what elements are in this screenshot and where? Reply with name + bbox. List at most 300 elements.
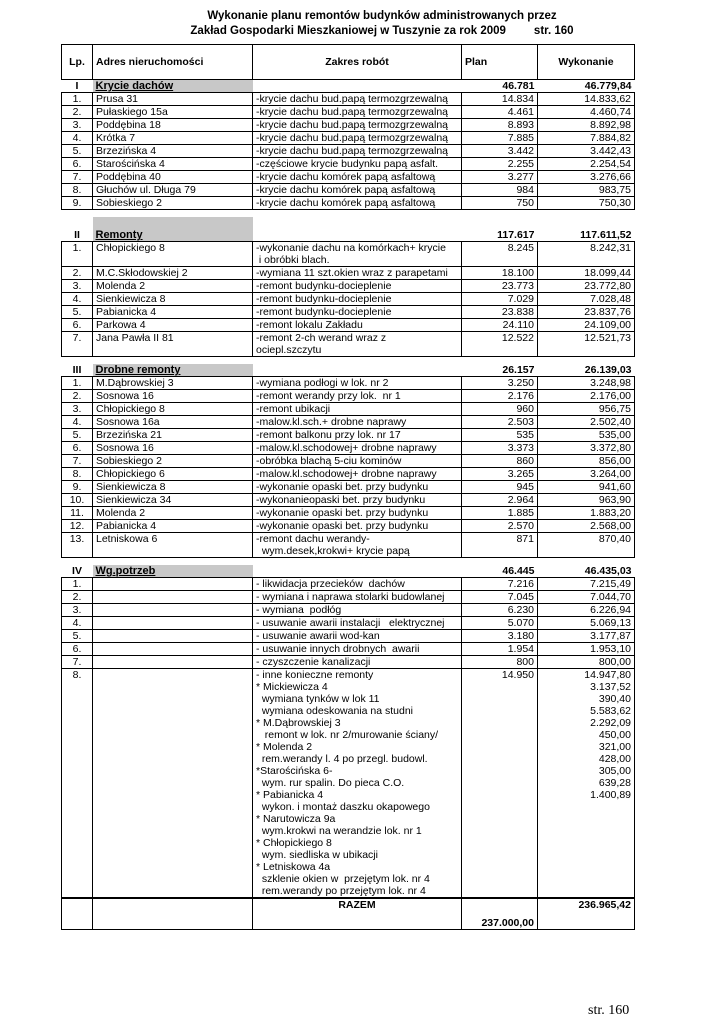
exec-line: 3.264,00	[590, 468, 631, 480]
row-plan: 945	[462, 481, 538, 494]
table-row	[62, 93, 635, 106]
table-row	[62, 507, 635, 520]
section-empty	[253, 565, 462, 578]
row-exec	[538, 93, 635, 106]
row-exec	[538, 197, 635, 210]
row-address: Sobieskiego 2	[93, 197, 253, 210]
row-lp: 5.	[62, 145, 93, 158]
table-row	[62, 403, 635, 416]
row-exec	[538, 630, 635, 643]
table-row	[62, 319, 635, 332]
repairs-table-container	[61, 44, 634, 930]
section-name: Drobne remonty	[93, 364, 253, 377]
scope-line: wymiana odeskowania na studni	[256, 705, 414, 717]
exec-line: 3.276,66	[590, 171, 631, 183]
row-exec	[538, 332, 635, 357]
row-scope	[253, 533, 462, 558]
row-scope	[253, 158, 462, 171]
scope-line: szklenie okien w przejętym lok. nr 4	[256, 873, 430, 885]
row-lp: 9.	[62, 197, 93, 210]
exec-line: 3.248,98	[590, 377, 631, 389]
row-scope	[253, 242, 462, 267]
row-plan: 2.176	[462, 390, 538, 403]
scope-line: rem.werandy l. 4 po przegl. budowl.	[256, 753, 428, 765]
exec-line: 305,00	[598, 765, 631, 777]
row-plan: 2.570	[462, 520, 538, 533]
row-exec	[538, 468, 635, 481]
row-scope	[253, 468, 462, 481]
scope-line: - likwidacja przecieków dachów	[256, 578, 405, 590]
exec-line: 3.442,43	[590, 145, 631, 157]
row-scope	[253, 481, 462, 494]
exec-line: 4.460,74	[590, 106, 631, 118]
scope-line: -wymiana podłogi w lok. nr 2	[256, 377, 389, 389]
row-scope	[253, 184, 462, 197]
spacer-cell	[62, 210, 635, 218]
table-row	[62, 106, 635, 119]
table-row	[62, 416, 635, 429]
table-row	[62, 494, 635, 507]
row-lp: 5.	[62, 306, 93, 319]
exec-line: 956,75	[598, 403, 631, 415]
total-row	[62, 899, 635, 930]
row-plan: 6.230	[462, 604, 538, 617]
exec-line: 7.884,82	[590, 132, 631, 144]
table-row	[62, 533, 635, 558]
total-empty-address	[93, 899, 253, 930]
scope-line: * Letniskowa 4a	[256, 861, 331, 873]
row-address: Sienkiewicza 8	[93, 293, 253, 306]
section-exec: 46.435,03	[538, 565, 635, 578]
row-exec	[538, 403, 635, 416]
row-plan: 3.442	[462, 145, 538, 158]
section-row	[62, 565, 635, 578]
row-lp: 5.	[62, 429, 93, 442]
row-address	[93, 630, 253, 643]
total-exec: 236.965,42	[538, 899, 635, 930]
exec-line: 12.521,73	[584, 332, 631, 344]
row-lp: 8.	[62, 468, 93, 481]
row-address: Głuchów ul. Długa 79	[93, 184, 253, 197]
row-address	[93, 578, 253, 591]
row-plan: 3.373	[462, 442, 538, 455]
scope-line: wym. rur spalin. Do pieca C.O.	[256, 777, 405, 789]
title-line-2	[0, 24, 724, 39]
section-empty	[253, 217, 462, 242]
row-address: Sienkiewicza 8	[93, 481, 253, 494]
scope-line: rem.werandy po przejętym lok. nr 4	[256, 885, 426, 897]
row-lp: 2.	[62, 390, 93, 403]
row-address: Poddębina 18	[93, 119, 253, 132]
row-scope	[253, 119, 462, 132]
row-lp: 7.	[62, 455, 93, 468]
table-row	[62, 145, 635, 158]
exec-line: 6.226,94	[590, 604, 631, 616]
row-address: Prusa 31	[93, 93, 253, 106]
row-plan: 800	[462, 656, 538, 669]
row-exec	[538, 442, 635, 455]
scope-line: -krycie dachu bud.papą termozgrzewalną	[256, 119, 449, 131]
exec-line: 750,30	[598, 197, 631, 209]
row-scope	[253, 93, 462, 106]
row-lp: 9.	[62, 481, 93, 494]
row-address: Pułaskiego 15a	[93, 106, 253, 119]
row-plan: 8.245	[462, 242, 538, 267]
exec-line: 2.292,09	[590, 717, 631, 729]
scope-line: wym.krokwi na werandzie lok. nr 1	[256, 825, 422, 837]
row-plan: 23.838	[462, 306, 538, 319]
row-lp: 6.	[62, 643, 93, 656]
scope-line: - usuwanie awarii wod-kan	[256, 630, 380, 642]
row-scope	[253, 656, 462, 669]
row-lp: 8.	[62, 184, 93, 197]
row-lp: 1.	[62, 242, 93, 267]
row-plan: 860	[462, 455, 538, 468]
scope-line: * Narutowicza 9a	[256, 813, 336, 825]
row-address: Pabianicka 4	[93, 520, 253, 533]
table-row	[62, 630, 635, 643]
row-plan: 984	[462, 184, 538, 197]
row-lp: 13.	[62, 533, 93, 558]
row-exec	[538, 591, 635, 604]
row-lp: 2.	[62, 267, 93, 280]
section-roman: IV	[62, 565, 93, 578]
repairs-table	[61, 44, 635, 930]
row-lp: 5.	[62, 630, 93, 643]
row-lp: 12.	[62, 520, 93, 533]
scope-line: -remont ubikacji	[256, 403, 331, 415]
section-name: Krycie dachów	[93, 80, 253, 93]
row-exec	[538, 617, 635, 630]
section-plan: 46.781	[462, 80, 538, 93]
row-lp: 3.	[62, 604, 93, 617]
table-row	[62, 267, 635, 280]
row-plan: 3.277	[462, 171, 538, 184]
row-address: Sosnowa 16	[93, 390, 253, 403]
exec-line: 2.568,00	[590, 520, 631, 532]
exec-line: 3.177,87	[590, 630, 631, 642]
scope-line: -krycie dachu komórek papą asfaltową	[256, 197, 436, 209]
scope-line: -wykonanie opaski bet. przy budynku	[256, 507, 429, 519]
table-row	[62, 656, 635, 669]
table-row	[62, 132, 635, 145]
row-address	[93, 617, 253, 630]
header-lp: Lp.	[62, 45, 93, 80]
section-row	[62, 364, 635, 377]
section-spacer	[62, 210, 635, 218]
row-lp: 1.	[62, 578, 93, 591]
row-scope	[253, 319, 462, 332]
row-lp: 3.	[62, 403, 93, 416]
exec-line: 7.215,49	[590, 578, 631, 590]
exec-line: 983,75	[598, 184, 631, 196]
row-plan: 3.265	[462, 468, 538, 481]
row-scope	[253, 429, 462, 442]
exec-line: 2.176,00	[590, 390, 631, 402]
row-scope	[253, 332, 462, 357]
table-header-row	[62, 45, 635, 80]
exec-line: 428,00	[598, 753, 631, 765]
row-plan: 750	[462, 197, 538, 210]
table-row	[62, 171, 635, 184]
row-exec	[538, 171, 635, 184]
table-row	[62, 184, 635, 197]
section-spacer	[62, 357, 635, 365]
exec-line: 3.137,52	[590, 681, 631, 693]
row-lp: 4.	[62, 617, 93, 630]
exec-line: 23.837,76	[584, 306, 631, 318]
exec-line: 1.953,10	[590, 643, 631, 655]
row-exec	[538, 158, 635, 171]
scope-line: i obróbki blach.	[256, 254, 330, 266]
scope-line: -remont lokalu Zakładu	[256, 319, 363, 331]
section-roman: II	[62, 217, 93, 242]
scope-line: -krycie dachu komórek papą asfaltową	[256, 184, 436, 196]
exec-line: 535,00	[598, 429, 631, 441]
row-exec	[538, 455, 635, 468]
row-scope	[253, 578, 462, 591]
scope-line: * Chłopickiego 8	[256, 837, 332, 849]
row-scope	[253, 132, 462, 145]
total-label: RAZEM	[253, 899, 462, 930]
row-scope	[253, 377, 462, 390]
exec-line: 14.833,62	[584, 93, 631, 105]
row-scope	[253, 507, 462, 520]
row-address: Letniskowa 6	[93, 533, 253, 558]
scope-line: - czyszczenie kanalizacji	[256, 656, 371, 668]
table-row	[62, 429, 635, 442]
row-lp: 1.	[62, 93, 93, 106]
exec-line: 8.242,31	[590, 242, 631, 254]
scope-line: -wykonanie opaski bet. przy budynku	[256, 481, 429, 493]
exec-line: 5.583,62	[590, 705, 631, 717]
row-plan: 3.250	[462, 377, 538, 390]
table-row	[62, 643, 635, 656]
row-address: Sosnowa 16	[93, 442, 253, 455]
table-row	[62, 280, 635, 293]
exec-line: 856,00	[598, 455, 631, 467]
scope-line: -malow.kl.schodowej+ drobne naprawy	[256, 468, 437, 480]
section-row	[62, 217, 635, 242]
row-plan: 24.110	[462, 319, 538, 332]
title-page-number: str. 160	[533, 25, 574, 37]
exec-line: 390,40	[598, 693, 631, 705]
row-plan: 535	[462, 429, 538, 442]
row-address: Starościńska 4	[93, 158, 253, 171]
header-scope: Zakres robót	[253, 45, 462, 80]
row-exec	[538, 669, 635, 898]
table-row	[62, 242, 635, 267]
exec-line: 870,40	[598, 533, 631, 545]
row-exec	[538, 429, 635, 442]
scope-line: -remont dachu werandy-	[256, 533, 370, 545]
row-scope	[253, 390, 462, 403]
scope-line: -wykonanieopaski bet. przy budynku	[256, 494, 426, 506]
row-lp: 2.	[62, 591, 93, 604]
scope-line: -krycie dachu bud.papą termozgrzewalną	[256, 93, 449, 105]
exec-line: 1.883,20	[590, 507, 631, 519]
row-address: Pabianicka 4	[93, 306, 253, 319]
exec-line: 24.109,00	[584, 319, 631, 331]
scope-line: wykon. i montaż daszku okapowego	[256, 801, 430, 813]
scope-line: - usuwanie awarii instalacji elektrycznej	[256, 617, 445, 629]
header-plan: Plan	[462, 45, 538, 80]
row-address: Chłopickiego 8	[93, 242, 253, 267]
exec-line: 7.028,48	[590, 293, 631, 305]
total-plan: 237.000,00	[462, 899, 538, 930]
row-scope	[253, 442, 462, 455]
scope-line: wym. siedliska w ubikacji	[256, 849, 378, 861]
exec-line: 5.069,13	[590, 617, 631, 629]
exec-line: 2.254,54	[590, 158, 631, 170]
scope-line: * Molenda 2	[256, 741, 313, 753]
row-scope	[253, 604, 462, 617]
row-scope	[253, 494, 462, 507]
scope-line: -wykonanie dachu na komórkach+ krycie	[256, 242, 446, 254]
row-scope	[253, 520, 462, 533]
row-plan: 12.522	[462, 332, 538, 357]
row-address: Molenda 2	[93, 507, 253, 520]
row-exec	[538, 481, 635, 494]
exec-line: 941,60	[598, 481, 631, 493]
section-exec: 26.139,03	[538, 364, 635, 377]
section-name: Wg.potrzeb	[93, 565, 253, 578]
row-plan: 2.255	[462, 158, 538, 171]
table-row	[62, 669, 635, 898]
row-plan: 14.834	[462, 93, 538, 106]
scope-line: -remont balkonu przy lok. nr 17	[256, 429, 401, 441]
scope-line: -krycie dachu bud.papą termozgrzewalną	[256, 106, 449, 118]
row-scope	[253, 171, 462, 184]
scope-line: * Mickiewicza 4	[256, 681, 328, 693]
exec-line: 7.044,70	[590, 591, 631, 603]
row-address: Krótka 7	[93, 132, 253, 145]
table-row	[62, 306, 635, 319]
section-plan: 46.445	[462, 565, 538, 578]
row-address: Sobieskiego 2	[93, 455, 253, 468]
section-plan: 26.157	[462, 364, 538, 377]
exec-line: 3.372,80	[590, 442, 631, 454]
table-row	[62, 293, 635, 306]
table-row	[62, 578, 635, 591]
scope-line: -częściowe krycie budynku papą asfalt.	[256, 158, 439, 170]
table-row	[62, 158, 635, 171]
row-plan: 871	[462, 533, 538, 558]
row-address	[93, 656, 253, 669]
section-empty	[253, 364, 462, 377]
row-scope	[253, 306, 462, 319]
spacer-cell	[62, 558, 635, 566]
row-exec	[538, 533, 635, 558]
scope-line: -obróbka blachą 5-ciu kominów	[256, 455, 402, 467]
spacer-cell	[62, 357, 635, 365]
row-address: Chłopickiego 6	[93, 468, 253, 481]
row-scope	[253, 669, 462, 898]
section-empty	[253, 80, 462, 93]
row-plan: 7.216	[462, 578, 538, 591]
section-row	[62, 80, 635, 93]
row-scope	[253, 403, 462, 416]
row-lp: 10.	[62, 494, 93, 507]
row-lp: 11.	[62, 507, 93, 520]
row-exec	[538, 656, 635, 669]
header-address: Adres nieruchomości	[93, 45, 253, 80]
row-lp: 8.	[62, 669, 93, 898]
row-exec	[538, 643, 635, 656]
scope-line: * M.Dąbrowskiej 3	[256, 717, 341, 729]
row-exec	[538, 242, 635, 267]
row-exec	[538, 604, 635, 617]
row-lp: 6.	[62, 442, 93, 455]
scope-line: -remont budynku-docieplenie	[256, 293, 392, 305]
row-plan: 4.461	[462, 106, 538, 119]
row-plan: 7.029	[462, 293, 538, 306]
scope-line: - wymiana i naprawa stolarki budowlanej	[256, 591, 445, 603]
row-address: Sosnowa 16a	[93, 416, 253, 429]
row-exec	[538, 494, 635, 507]
table-row	[62, 520, 635, 533]
row-exec	[538, 106, 635, 119]
row-address: Brzezińska 4	[93, 145, 253, 158]
table-row	[62, 119, 635, 132]
scope-line: remont w lok. nr 2/murowanie ściany/	[256, 729, 439, 741]
row-address: Poddębina 40	[93, 171, 253, 184]
table-row	[62, 591, 635, 604]
section-roman: III	[62, 364, 93, 377]
exec-line: 18.099,44	[584, 267, 631, 279]
scope-line: wym.desek,krokwi+ krycie papą	[256, 545, 410, 557]
row-address: Jana Pawła II 81	[93, 332, 253, 357]
row-lp: 6.	[62, 319, 93, 332]
scope-line: -remont 2-ch werand wraz z	[256, 332, 387, 344]
row-scope	[253, 106, 462, 119]
exec-line: 2.502,40	[590, 416, 631, 428]
scope-line: ociepl.szczytu	[256, 344, 322, 356]
row-exec	[538, 145, 635, 158]
row-address: M.C.Skłodowskiej 2	[93, 267, 253, 280]
exec-line: 963,90	[598, 494, 631, 506]
table-row	[62, 617, 635, 630]
row-scope	[253, 280, 462, 293]
row-plan: 960	[462, 403, 538, 416]
scope-line: -krycie dachu komórek papą asfaltową	[256, 171, 436, 183]
table-row	[62, 442, 635, 455]
section-exec: 117.611,52	[538, 217, 635, 242]
footer-page-number: str. 160	[588, 1003, 630, 1018]
row-exec	[538, 507, 635, 520]
scope-line: -remont budynku-docieplenie	[256, 280, 392, 292]
row-exec	[538, 390, 635, 403]
row-lp: 4.	[62, 132, 93, 145]
scope-line: -krycie dachu bud.papą termozgrzewalną	[256, 132, 449, 144]
row-lp: 7.	[62, 656, 93, 669]
row-plan: 14.950	[462, 669, 538, 898]
row-exec	[538, 267, 635, 280]
row-scope	[253, 617, 462, 630]
scope-line: -remont budynku-docieplenie	[256, 306, 392, 318]
row-scope	[253, 197, 462, 210]
row-plan: 23.773	[462, 280, 538, 293]
row-exec	[538, 578, 635, 591]
row-lp: 7.	[62, 332, 93, 357]
row-plan: 7.885	[462, 132, 538, 145]
exec-line: 23.772,80	[584, 280, 631, 292]
row-plan: 3.180	[462, 630, 538, 643]
row-exec	[538, 280, 635, 293]
row-address: Parkowa 4	[93, 319, 253, 332]
exec-line: 8.892,98	[590, 119, 631, 131]
header-exec: Wykonanie	[538, 45, 635, 80]
